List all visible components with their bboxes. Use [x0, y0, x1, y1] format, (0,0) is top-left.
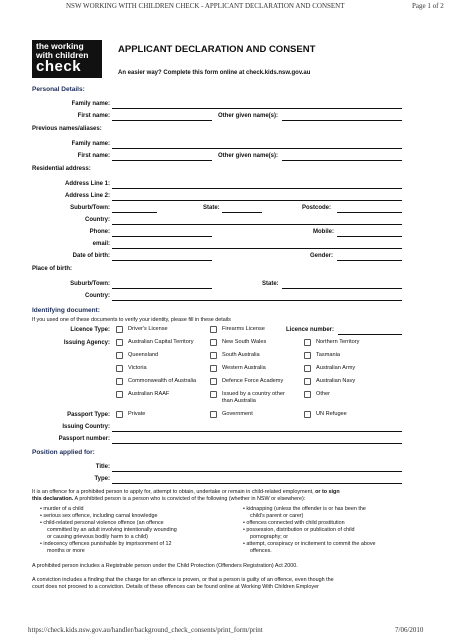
birth-state-field[interactable]: [282, 288, 402, 289]
drivers-licence-checkbox[interactable]: [116, 326, 123, 333]
agency-nsw-label: New South Wales: [222, 339, 267, 345]
agency-foreign-label-cont: than Australia: [222, 398, 256, 404]
agency-navy-checkbox[interactable]: [304, 378, 311, 385]
passport-government-label: Government: [222, 411, 253, 417]
agency-sa-label: South Australia: [222, 352, 260, 358]
offence-list-left: [40, 506, 220, 555]
postcode-label: Postcode:: [302, 205, 332, 211]
list-item: • child-related personal violence offence (an offence: [40, 520, 164, 526]
dob-label: Date of birth:: [72, 253, 110, 259]
firearms-licence-label: Firearms License: [222, 326, 265, 332]
email-field[interactable]: [112, 248, 402, 249]
birth-country-label: Country:: [85, 293, 110, 299]
list-item: pornography; or: [250, 534, 289, 540]
agency-other-checkbox[interactable]: [304, 391, 311, 398]
agency-act-label: Australian Capital Territory: [128, 339, 194, 345]
email-label: email:: [92, 241, 110, 247]
agency-tas-label: Tasmania: [316, 352, 340, 358]
offence-list-right: [243, 506, 423, 555]
prev-first-name-label: First name:: [77, 153, 110, 159]
agency-adfa-label: Defence Force Academy: [222, 378, 284, 384]
list-item: • offences connected with child prostitution: [243, 520, 345, 526]
list-item: • kidnapping (unless the offender is or has been the: [243, 506, 366, 512]
agency-vic-label: Victoria: [128, 365, 147, 371]
prev-first-name-field[interactable]: [112, 160, 212, 161]
licence-number-field[interactable]: [338, 334, 402, 335]
place-of-birth-label: Place of birth:: [32, 266, 73, 272]
birth-country-field[interactable]: [112, 300, 402, 301]
agency-nsw-checkbox[interactable]: [210, 339, 217, 346]
first-name-field[interactable]: [112, 120, 212, 121]
birth-suburb-label: Suburb/Town:: [70, 281, 110, 287]
issuing-country-label: Issuing Country:: [62, 424, 110, 430]
conviction-text-2: court does not proceed to a conviction. Details of these offences can be found online at Working With Children Employer: [32, 584, 319, 590]
position-type-field[interactable]: [112, 483, 402, 484]
issuing-agency-label: Issuing Agency:: [63, 340, 110, 346]
other-given-label: Other given name(s):: [218, 113, 279, 119]
suburb-label: Suburb/Town:: [70, 205, 110, 211]
passport-number-label: Passport number:: [58, 436, 110, 442]
drivers-licence-label: Driver's License: [128, 326, 168, 332]
list-item: • murder of a child: [40, 506, 84, 512]
address-line1-field[interactable]: [112, 188, 402, 189]
mobile-label: Mobile:: [313, 229, 334, 235]
agency-raaf-checkbox[interactable]: [116, 391, 123, 398]
first-name-label: First name:: [77, 113, 110, 119]
prev-family-name-field[interactable]: [112, 148, 402, 149]
form-title: APPLICANT DECLARATION AND CONSENT: [118, 44, 316, 55]
prev-family-name-label: Family name:: [71, 141, 110, 147]
list-item: • attempt, conspiracy or incitement to commit the above: [243, 541, 376, 547]
identifying-document-heading: Identifying document:: [32, 307, 100, 314]
footer-url: https://check.kids.nsw.gov.au/handler/background_check_consents/print_form/print: [28, 626, 263, 634]
agency-act-checkbox[interactable]: [116, 339, 123, 346]
suburb-field[interactable]: [112, 212, 157, 213]
gender-label: Gender:: [310, 253, 334, 259]
list-item: committed by an adult involving intentionally wounding: [47, 527, 177, 533]
list-item: offences.: [250, 548, 272, 554]
licence-type-label: Licence Type:: [70, 327, 110, 333]
passport-type-label: Passport Type:: [67, 412, 110, 418]
address-line1-label: Address Line 1:: [64, 181, 110, 187]
mobile-field[interactable]: [337, 236, 402, 237]
agency-army-label: Australian Army: [316, 365, 356, 371]
agency-foreign-checkbox[interactable]: [210, 391, 217, 398]
firearms-licence-checkbox[interactable]: [210, 326, 217, 333]
passport-refugee-label: UN Refugee: [316, 411, 347, 417]
logo-line1: the working: [36, 41, 84, 51]
offence-p1d: A prohibited person is a person who is convicted of the following (whether in NSW or elsewhere):: [74, 496, 306, 502]
position-title-label: Title:: [95, 464, 110, 470]
dob-field[interactable]: [112, 260, 212, 261]
state-label: State:: [203, 205, 220, 211]
agency-qld-checkbox[interactable]: [116, 352, 123, 359]
phone-label: Phone:: [89, 229, 110, 235]
footer-date: 7/06/2010: [395, 626, 424, 634]
agency-raaf-label: Australian RAAF: [128, 391, 170, 397]
passport-private-label: Private: [128, 411, 146, 417]
family-name-field[interactable]: [112, 108, 402, 109]
gender-field[interactable]: [337, 260, 402, 261]
list-item: • indecency offences punishable by imprisonment of 12: [40, 541, 172, 547]
page-header-title: NSW WORKING WITH CHILDREN CHECK - APPLICANT DECLARATION AND CONSENT: [66, 2, 345, 10]
list-item: • possession, distribution or publication of child: [243, 527, 355, 533]
country-field[interactable]: [112, 224, 402, 225]
agency-adfa-checkbox[interactable]: [210, 378, 217, 385]
birth-suburb-field[interactable]: [112, 288, 212, 289]
offence-p1c: this declaration.: [32, 496, 74, 502]
other-given-field[interactable]: [282, 120, 402, 121]
page-number: Page 1 of 2: [412, 2, 444, 10]
offence-p1b: or to sign: [315, 489, 340, 495]
offence-p1a: It is an offence for a prohibited person to apply for, attempt to obtain, undertake or remain in child-related employment,: [32, 489, 314, 495]
prev-names-label: Previous names/aliases:: [32, 126, 102, 132]
agency-navy-label: Australian Navy: [316, 378, 356, 384]
address-line2-label: Address Line 2:: [64, 193, 110, 199]
phone-field[interactable]: [112, 236, 212, 237]
agency-nt-label: Northern Territory: [316, 339, 360, 345]
passport-number-field[interactable]: [112, 443, 402, 444]
list-item: • serious sex offence, including carnal knowledge: [40, 513, 158, 519]
agency-wa-checkbox[interactable]: [210, 365, 217, 372]
licence-number-label: Licence number:: [286, 327, 335, 333]
state-field[interactable]: [222, 212, 262, 213]
personal-details-heading: Personal Details:: [32, 86, 85, 93]
offence-paragraph: [32, 489, 430, 503]
agency-army-checkbox[interactable]: [304, 365, 311, 372]
agency-sa-checkbox[interactable]: [210, 352, 217, 359]
address-line2-field[interactable]: [112, 200, 402, 201]
residential-address-label: Residential address:: [32, 166, 91, 172]
position-type-label: Type:: [94, 476, 110, 482]
agency-commonwealth-checkbox[interactable]: [116, 378, 123, 385]
position-heading: Position applied for:: [32, 449, 95, 456]
prev-other-given-field[interactable]: [282, 160, 402, 161]
agency-wa-label: Western Australia: [222, 365, 266, 371]
logo-line2: with children: [36, 50, 89, 60]
country-label: Country:: [85, 217, 110, 223]
birth-state-label: State:: [262, 281, 279, 287]
agency-tas-checkbox[interactable]: [304, 352, 311, 359]
agency-foreign-label: Issued by a country other: [222, 391, 285, 397]
position-title-field[interactable]: [112, 471, 402, 472]
issuing-country-field[interactable]: [112, 431, 402, 432]
wwcc-logo: [32, 40, 102, 78]
passport-refugee-checkbox[interactable]: [304, 411, 311, 418]
passport-private-checkbox[interactable]: [116, 411, 123, 418]
list-item: or causing grievous bodily harm to a child): [47, 534, 148, 540]
agency-nt-checkbox[interactable]: [304, 339, 311, 346]
agency-other-label: Other: [316, 391, 330, 397]
passport-government-checkbox[interactable]: [210, 411, 217, 418]
identity-intro: If you used one of these documents to verify your identity, please fill in these details: [32, 317, 231, 323]
prev-other-given-label: Other given name(s):: [218, 153, 279, 159]
list-item: months or more: [47, 548, 85, 554]
list-item: child's parent or carer): [250, 513, 304, 519]
postcode-field[interactable]: [337, 212, 402, 213]
conviction-text-1: A conviction includes a finding that the charge for an offence is proven, or that a person is guilty of an offence, even though the: [32, 577, 334, 583]
logo-line3: check: [36, 58, 82, 75]
family-name-label: Family name:: [71, 101, 110, 107]
agency-commonwealth-label: Commonwealth of Australia: [128, 378, 197, 384]
agency-vic-checkbox[interactable]: [116, 365, 123, 372]
registrable-person-text: A prohibited person includes a Registrable person under the Child Protection (Offenders Registration) Act 2000.: [32, 563, 298, 569]
form-subtitle: An easier way? Complete this form online at check.kids.nsw.gov.au: [118, 70, 311, 76]
agency-qld-label: Queensland: [128, 352, 159, 358]
